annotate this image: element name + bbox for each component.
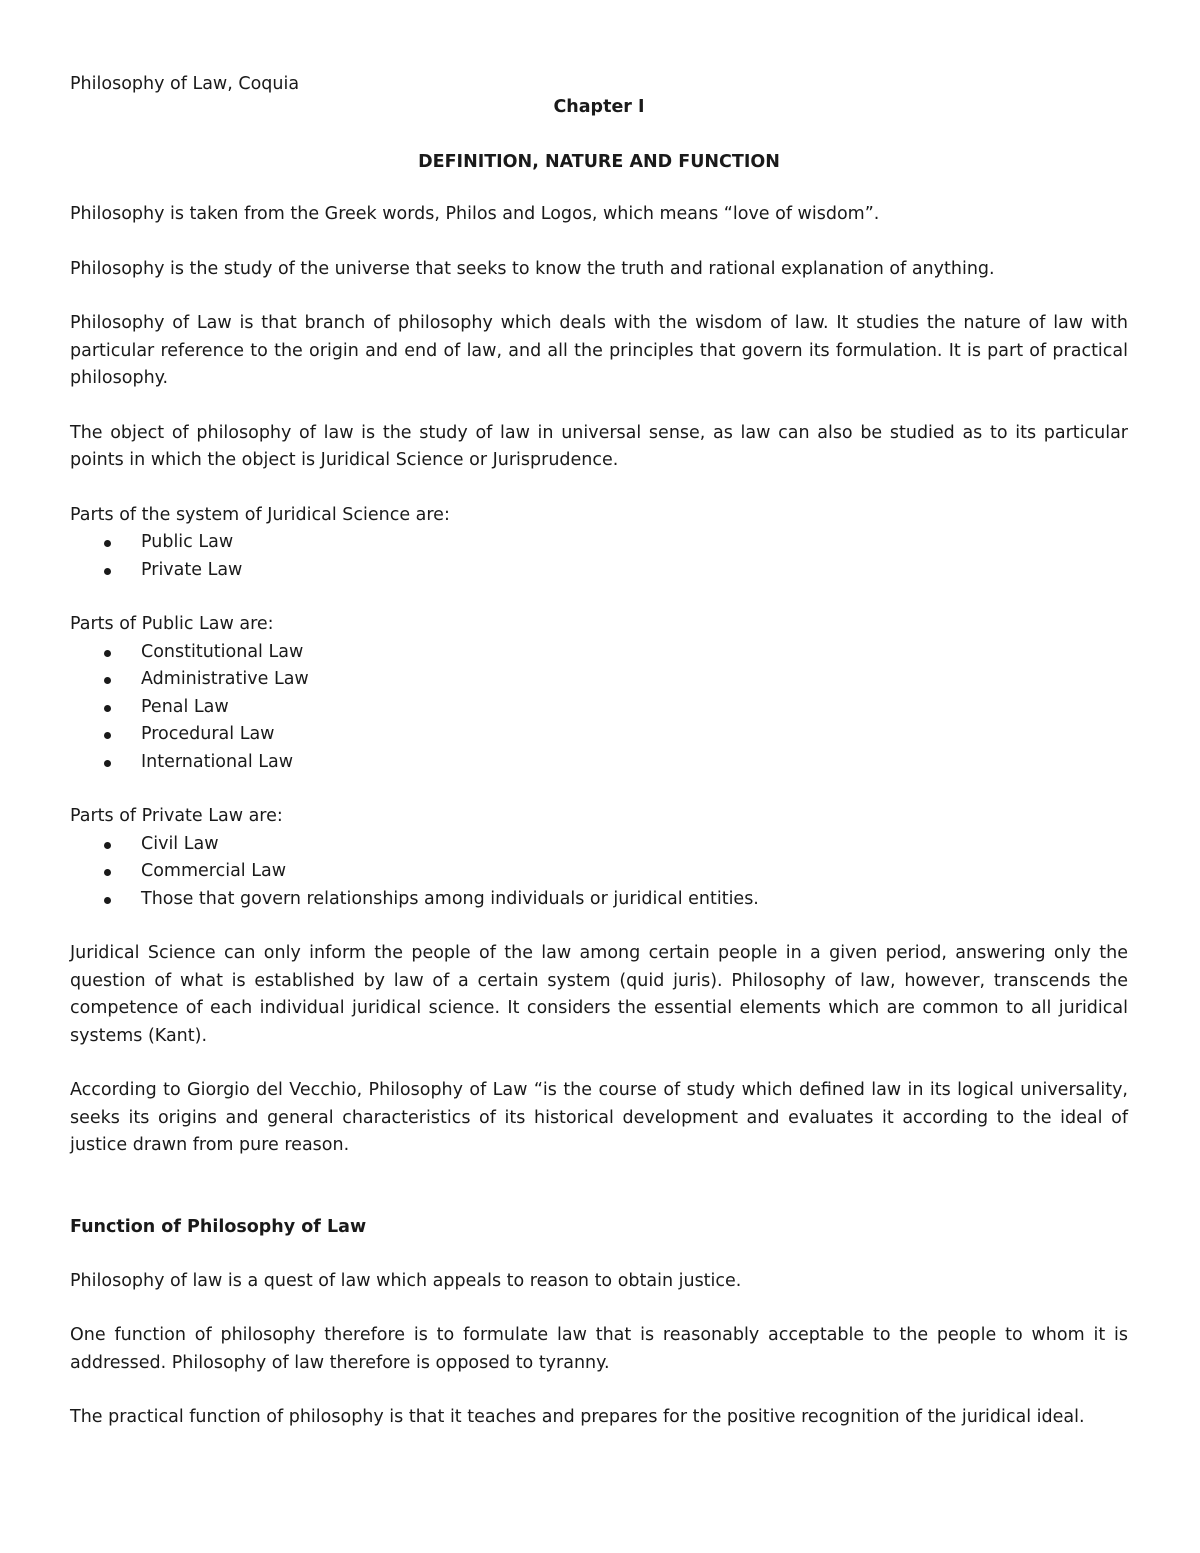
paragraph: One function of philosophy therefore is to formulate law that is reasonably acceptable to the people to whom it is addressed. Philosophy of law therefore is opposed to tyranny. <box>70 1325 1128 1373</box>
list-intro: Parts of Private Law are: <box>70 806 283 826</box>
bullet-icon <box>104 869 111 876</box>
paragraph: According to Giorgio del Vecchio, Philosophy of Law “is the course of study which defined law in its logical universality, seeks its origins and general characteristics of its historical development and evaluates it according to the ideal of justice drawn from pure reason. <box>70 1080 1128 1155</box>
list-item: Procedural Law <box>70 721 1128 749</box>
document-page <box>70 72 1128 1432</box>
bullet-icon <box>104 732 111 739</box>
paragraph: Philosophy is the study of the universe that seeks to know the truth and rational explanation of anything. <box>70 258 995 279</box>
bullet-icon <box>104 760 111 767</box>
list-item: Private Law <box>70 557 1128 585</box>
bullet-icon <box>104 705 111 712</box>
list-item: Public Law <box>70 529 1128 557</box>
bullet-list <box>70 529 1128 584</box>
list-item: International Law <box>70 749 1128 777</box>
paragraph: Philosophy is taken from the Greek words, Philos and Logos, which means “love of wisdom”. <box>70 204 880 224</box>
bullet-icon <box>104 677 111 684</box>
bullet-icon <box>104 842 111 849</box>
list-intro: Parts of Public Law are: <box>70 614 274 634</box>
chapter-label: Chapter I <box>553 97 645 117</box>
paragraph: Philosophy of law is a quest of law which appeals to reason to obtain justice. <box>70 1270 742 1291</box>
bullet-icon <box>104 897 111 904</box>
list-item: Civil Law <box>70 831 1128 859</box>
list-item: Constitutional Law <box>70 639 1128 667</box>
list-item: Those that govern relationships among individuals or juridical entities. <box>70 886 1128 914</box>
paragraph: The practical function of philosophy is that it teaches and prepares for the positive recognition of the juridical ideal. <box>70 1407 1085 1427</box>
list-item: Commercial Law <box>70 858 1128 886</box>
bullet-icon <box>104 568 111 575</box>
list-intro: Parts of the system of Juridical Science are: <box>70 504 450 525</box>
bullet-list <box>70 831 1128 914</box>
running-head: Philosophy of Law, Coquia <box>70 74 300 94</box>
chapter-title: DEFINITION, NATURE AND FUNCTION <box>418 152 780 172</box>
paragraph: Philosophy of Law is that branch of philosophy which deals with the wisdom of law. It studies the nature of law with particular reference to the origin and end of law, and all the principles that govern its formulation. It is part of practical philosophy. <box>70 313 1128 388</box>
bullet-list <box>70 639 1128 777</box>
list-item: Penal Law <box>70 694 1128 722</box>
paragraph: The object of philosophy of law is the study of law in universal sense, as law can also be studied as to its particular points in which the object is Juridical Science or Jurisprudence. <box>70 422 1128 470</box>
list-item: Administrative Law <box>70 666 1128 694</box>
section-heading: Function of Philosophy of Law <box>70 1216 367 1237</box>
bullet-icon <box>104 650 111 657</box>
bullet-icon <box>104 540 111 547</box>
paragraph: Juridical Science can only inform the people of the law among certain people in a given period, answering only the question of what is established by law of a certain system (quid juris). Philosophy of law, however, transcends the competence of each individual juridical science. It considers the essential elements which are common to all juridical systems (Kant). <box>70 943 1128 1046</box>
